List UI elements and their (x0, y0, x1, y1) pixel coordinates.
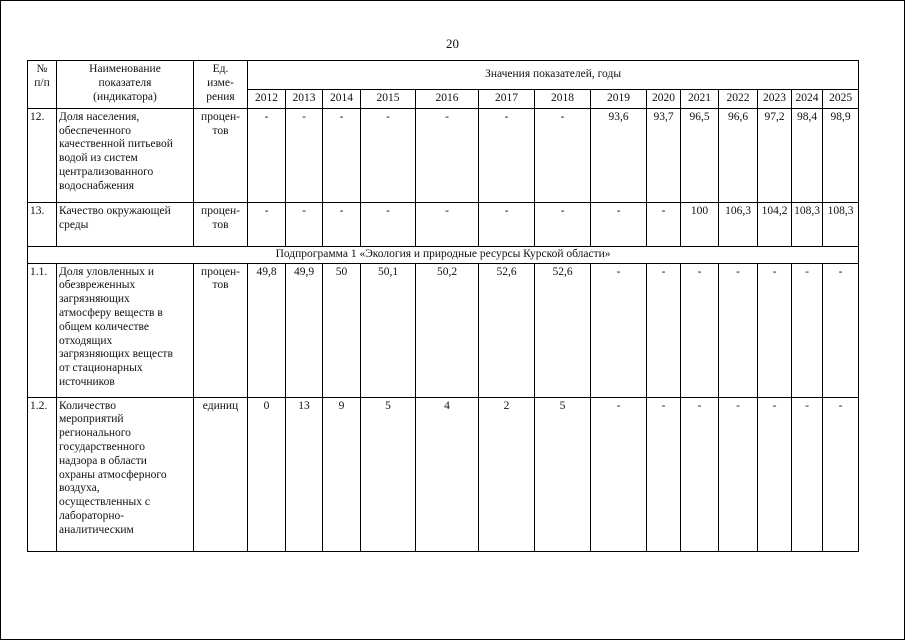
value-cell: 52,6 (479, 263, 535, 397)
year-header: 2019 (591, 90, 647, 109)
value-cell: 108,3 (792, 202, 823, 246)
value-cell: - (286, 108, 323, 202)
value-cell: 104,2 (758, 202, 792, 246)
subprogram-row (28, 246, 859, 263)
value-cell: - (591, 397, 647, 551)
value-cell: 97,2 (758, 108, 792, 202)
value-cell: - (416, 202, 479, 246)
value-cell: 13 (286, 397, 323, 551)
table-row (28, 397, 859, 551)
value-cell: 50,1 (361, 263, 416, 397)
year-header: 2024 (792, 90, 823, 109)
value-cell: - (248, 108, 286, 202)
value-cell: 5 (361, 397, 416, 551)
value-cell: 106,3 (719, 202, 758, 246)
value-cell: - (823, 397, 859, 551)
value-cell: - (591, 263, 647, 397)
value-cell: - (647, 397, 681, 551)
year-header: 2021 (681, 90, 719, 109)
indicator-name: Доля населения, обеспеченного качественной питьевой водой из систем централизованного водоснабжения (57, 108, 194, 202)
value-cell: 93,6 (591, 108, 647, 202)
value-cell: 9 (323, 397, 361, 551)
value-cell: - (591, 202, 647, 246)
value-cell: - (323, 202, 361, 246)
value-cell: - (479, 108, 535, 202)
year-header: 2018 (535, 90, 591, 109)
value-cell: 108,3 (823, 202, 859, 246)
indicator-name: Доля уловленных и обезвреженных загрязняющих атмосферу веществ в общем количестве отходящих загрязняющих веществ от стационарных источников (57, 263, 194, 397)
table-row (28, 263, 859, 397)
value-cell: - (416, 108, 479, 202)
table-row (28, 108, 859, 202)
value-cell: 50 (323, 263, 361, 397)
value-cell: 96,5 (681, 108, 719, 202)
value-cell: 50,2 (416, 263, 479, 397)
value-cell: - (792, 263, 823, 397)
value-cell: 98,4 (792, 108, 823, 202)
unit-cell: процен- тов (194, 263, 248, 397)
value-cell: - (248, 202, 286, 246)
header-name: Наименование показателя (индикатора) (57, 61, 194, 109)
unit-cell: единиц (194, 397, 248, 551)
value-cell: 2 (479, 397, 535, 551)
header-values-title: Значения показателей, годы (248, 61, 859, 90)
value-cell: 5 (535, 397, 591, 551)
value-cell: - (792, 397, 823, 551)
value-cell: - (758, 397, 792, 551)
subprogram-title: Подпрограмма 1 «Экология и природные ресурсы Курской области» (28, 246, 859, 263)
value-cell: - (647, 263, 681, 397)
value-cell: 4 (416, 397, 479, 551)
value-cell: - (681, 263, 719, 397)
value-cell: - (823, 263, 859, 397)
year-header: 2016 (416, 90, 479, 109)
year-header: 2012 (248, 90, 286, 109)
value-cell: - (286, 202, 323, 246)
indicator-name: Количество мероприятий регионального государственного надзора в области охраны атмосферного воздуха, осуществленных с лабораторно- аналитическим (57, 397, 194, 551)
value-cell: - (719, 397, 758, 551)
header-row (28, 61, 859, 90)
value-cell: 93,7 (647, 108, 681, 202)
value-cell: - (681, 397, 719, 551)
value-cell: 49,9 (286, 263, 323, 397)
value-cell: 0 (248, 397, 286, 551)
year-header: 2014 (323, 90, 361, 109)
unit-cell: процен- тов (194, 108, 248, 202)
value-cell: 52,6 (535, 263, 591, 397)
indicators-table (27, 60, 859, 552)
row-number: 1.1. (28, 263, 57, 397)
indicator-name: Качество окружающей среды (57, 202, 194, 246)
value-cell: 49,8 (248, 263, 286, 397)
year-header: 2013 (286, 90, 323, 109)
value-cell: - (361, 202, 416, 246)
header-num: № п/п (28, 61, 57, 109)
value-cell: - (323, 108, 361, 202)
year-header: 2020 (647, 90, 681, 109)
header-unit: Ед. изме- рения (194, 61, 248, 109)
value-cell: 100 (681, 202, 719, 246)
year-header: 2025 (823, 90, 859, 109)
row-number: 12. (28, 108, 57, 202)
value-cell: - (535, 202, 591, 246)
value-cell: 96,6 (719, 108, 758, 202)
year-header: 2023 (758, 90, 792, 109)
row-number: 1.2. (28, 397, 57, 551)
value-cell: - (758, 263, 792, 397)
value-cell: - (361, 108, 416, 202)
value-cell: - (479, 202, 535, 246)
year-header: 2022 (719, 90, 758, 109)
value-cell: - (535, 108, 591, 202)
value-cell: - (719, 263, 758, 397)
row-number: 13. (28, 202, 57, 246)
year-header: 2017 (479, 90, 535, 109)
year-header: 2015 (361, 90, 416, 109)
table-row (28, 202, 859, 246)
value-cell: - (647, 202, 681, 246)
page-number: 20 (446, 36, 459, 51)
value-cell: 98,9 (823, 108, 859, 202)
unit-cell: процен- тов (194, 202, 248, 246)
